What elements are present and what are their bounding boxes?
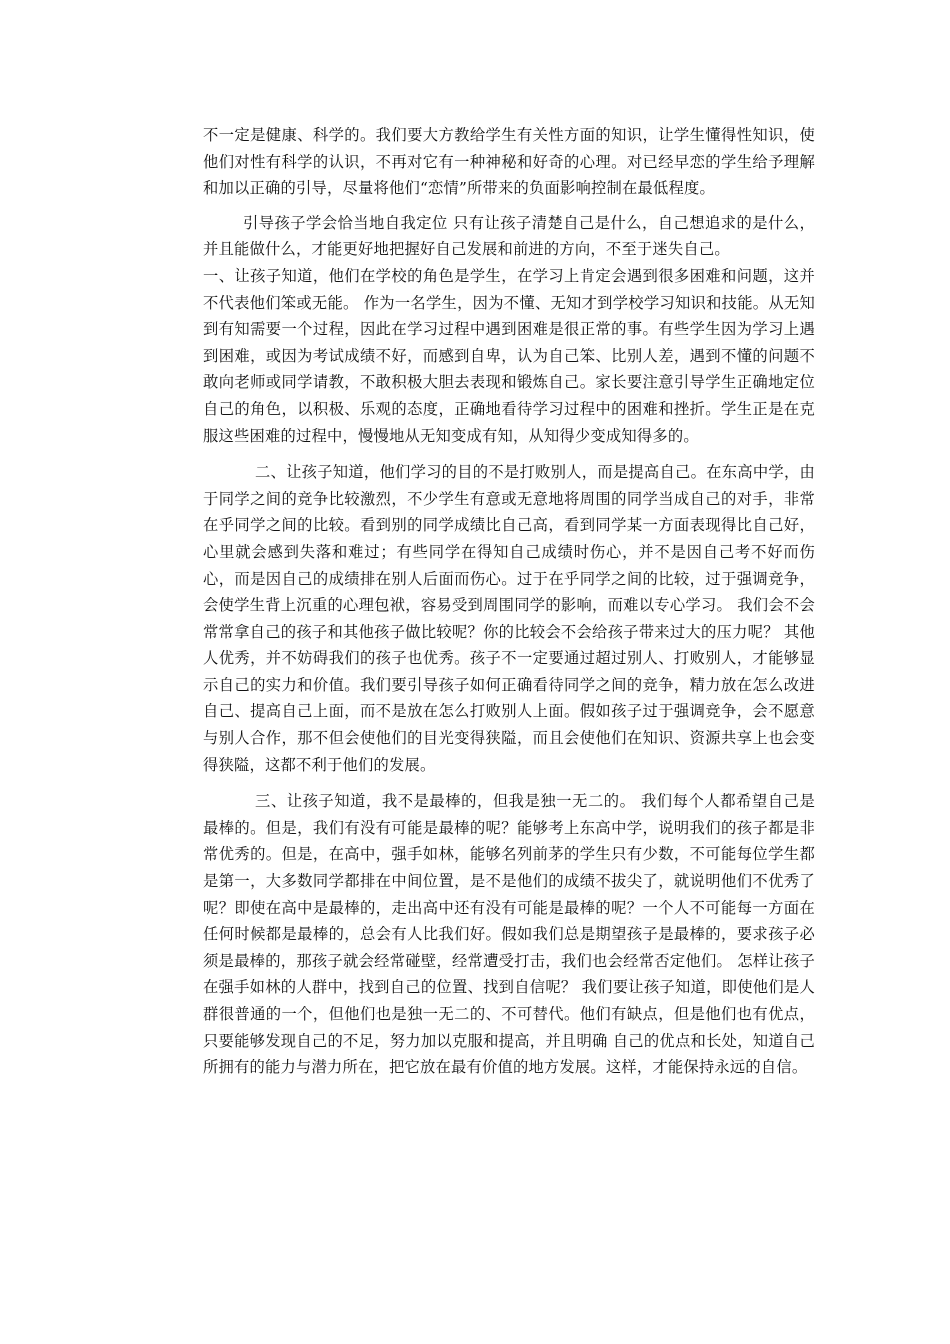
paragraph-point-one: 一、让孩子知道，他们在学校的角色是学生，在学习上肯定会遇到很多困难和问题，这并不代表他们笨或无能。 作为一名学生，因为不懂、无知才到学校学习知识和技能。从无知到有知需要一个过程，因此在学习过程中遇到困难是很正常的事。有些学生因为学习上遇到困难，或因为考试成绩不好，而感到自卑，认为自己笨、比别人差，遇到不懂的问题不敢向老师或同学请教，不敢积极大胆去表现和锻炼自己。家长要注意引导学生正确地定位自己的角色，以积极、乐观的态度，正确地看待学习过程中的困难和挫折。学生正是在克服这些困难的过程中，慢慢地从无知变成有知，从知得少变成知得多的。 <box>203 266 815 445</box>
paragraph-point-two: 二、让孩子知道，他们学习的目的不是打败别人，而是提高自己。在东高中学，由于同学之间的竞争比较激烈，不少学生有意或无意地将周围的同学当成自己的对手，非常在乎同学之间的比较。看到别的同学成绩比自己高，看到同学某一方面表现得比自己好，心里就会感到失落和难过；有些同学在得知自己成绩时伤心，并不是因自己考不好而伤心，而是因自己的成绩排在别人后面而伤心。过于在乎同学之间的比较，过于强调竞争，会使学生背上沉重的心理包袱，容易受到周围同学的影响，而难以专心学习。 我们会不会常常拿自己的孩子和其他孩子做比较呢？你的比较会不会给孩子带来过大的压力呢？ 其他人优秀，并不妨碍我们的孩子也优秀。孩子不一定要通过超过别人、打败别人，才能够显示自己的实力和价值。我们要引导孩子如何正确看待同学之间的竞争，精力放在怎么改进自己、提高自己上面，而不是放在怎么打败别人上面。假如孩子过于强调竞争，会不愿意与别人合作，那不但会使他们的目光变得狭隘，而且会使他们在知识、资源共享上也会变得狭隘，这都不利于他们的发展。 <box>203 463 815 774</box>
paragraph-point-three: 三、让孩子知道，我不是最棒的，但我是独一无二的。 我们每个人都希望自己是最棒的。但是，我们有没有可能是最棒的呢？能够考上东高中学，说明我们的孩子都是非常优秀的。但是，在高中，强手如林，能够名列前茅的学生只有少数，不可能每位学生都是第一，大多数同学都排在中间位置，是不是他们的成绩不拔尖了，就说明他们不优秀了呢？即使在高中是最棒的，走出高中还有没有可能是最棒的呢？一个人不可能每一方面在任何时候都是最棒的，总会有人比我们好。假如我们总是期望孩子是最棒的，要求孩子必须是最棒的，那孩子就会经常碰壁，经常遭受打击，我们也会经常否定他们。 怎样让孩子在强手如林的人群中，找到自己的位置、找到自信呢？ 我们要让孩子知道，即使他们是人群很普通的一个，但他们也是独一无二的、不可替代。他们有缺点，但是他们也有优点，只要能够发现自己的不足，努力加以克服和提高，并且明确 自己的优点和长处，知道自己所拥有的能力与潜力所在，把它放在最有价值的地方发展。这样，才能保持永远的自信。 <box>203 792 815 1077</box>
paragraph-self-positioning-intro: 引导孩子学会恰当地自我定位 只有让孩子清楚自己是什么，自己想追求的是什么，并且能做什么，才能更好地把握好自己发展和前进的方向，不至于迷失自己。 <box>203 213 815 259</box>
document-page <box>203 122 815 1081</box>
paragraph-sex-education: 不一定是健康、科学的。我们要大方教给学生有关性方面的知识，让学生懂得性知识，使他们对性有科学的认识，不再对它有一种神秘和好奇的心理。对已经早恋的学生给予理解和加以正确的引导，尽量将他们“恋情”所带来的负面影响控制在最低程度。 <box>203 126 815 198</box>
